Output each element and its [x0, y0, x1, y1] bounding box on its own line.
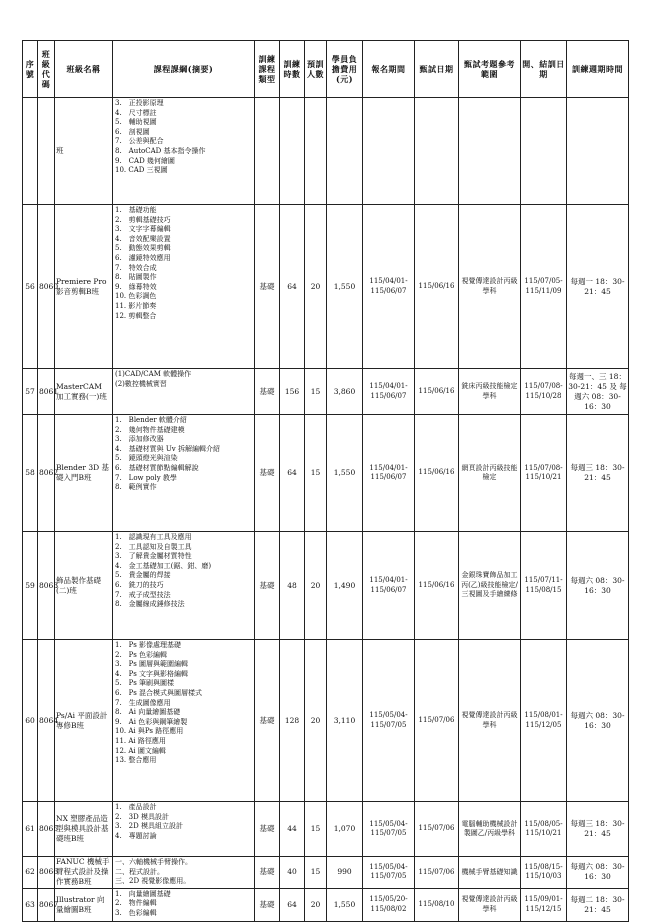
syllabus-item: 4. 音效配樂設置 — [115, 234, 171, 243]
row-people: 20 — [305, 532, 327, 640]
row-fee: 1,070 — [327, 802, 363, 857]
row-code: 8066 — [38, 857, 55, 889]
row-schedule: 每週三 18：30-21：45 — [567, 415, 629, 532]
row-exam-date: 115/06/16 — [415, 532, 459, 640]
row-schedule: 每週六 08：30-16：30 — [567, 532, 629, 640]
syllabus-item: 一、六軸機械手臂操作。 — [115, 858, 192, 866]
row-people: 15 — [305, 802, 327, 857]
syllabus-item: 3. 文字字幕編輯 — [115, 225, 171, 234]
row-signup: 115/05/04-115/07/05 — [363, 857, 415, 889]
syllabus-item: 5. 輔助視圖 — [115, 118, 157, 127]
row-class-name: MasterCAM 加工實務(一)班 — [55, 369, 113, 415]
row-period: 115/08/01-115/12/05 — [521, 640, 567, 802]
syllabus-item: 2. 工具認知及自製工具 — [115, 542, 192, 551]
row-people: 20 — [305, 205, 327, 369]
syllabus-item: 4. 基礎材質與 Uv 拆解編輯介紹 — [115, 444, 220, 453]
row-exam-scope: 視覺傳達設計丙級學科 — [459, 888, 521, 921]
syllabus-item: 5. 動態效果剪輯 — [115, 244, 171, 253]
syllabus-item: 1. 向量繪圖基礎 — [115, 889, 171, 898]
syllabus-item: 1. 產品設計 — [115, 803, 157, 811]
row-type: 基礎 — [255, 888, 280, 921]
header-seq: 序號 — [23, 41, 38, 98]
syllabus-item: 12. 剪輯整合 — [115, 311, 157, 320]
syllabus-item: (2)數控機械實習 — [115, 379, 167, 388]
row-class-name: Premiere Pro 影音剪輯B班 — [55, 205, 113, 369]
syllabus-item: 1. Ps 影像處理基礎 — [115, 641, 182, 649]
header-syllabus: 課程課綱(摘要) — [113, 41, 255, 98]
row-exam-scope: 網頁設計丙級技能檢定 — [459, 415, 521, 532]
syllabus-item: 3. 了解貴金屬材質特性 — [115, 552, 192, 561]
syllabus-item: 6. 濾鏡特效應用 — [115, 253, 171, 262]
row-signup: 115/04/01-115/06/07 — [363, 415, 415, 532]
row-syllabus — [113, 857, 255, 889]
row-schedule: 每週二 18：30-21：45 — [567, 888, 629, 921]
row-fee: 1,550 — [327, 205, 363, 369]
row-fee: 1,550 — [327, 888, 363, 921]
header-people: 預訓人數 — [305, 41, 327, 98]
syllabus-item: 5. Ps 筆刷與圖樣 — [115, 679, 175, 688]
row-hours: 64 — [280, 888, 305, 921]
row-fee — [327, 98, 363, 205]
row-period: 115/07/11-115/08/15 — [521, 532, 567, 640]
row-hours: 44 — [280, 802, 305, 857]
row-fee: 3,860 — [327, 369, 363, 415]
row-hours: 64 — [280, 415, 305, 532]
row-seq: 63 — [23, 888, 38, 921]
syllabus-item: 7. 特效合成 — [115, 263, 157, 272]
header-period: 開、結訓日期 — [521, 41, 567, 98]
row-class-name: Illustrator 向量繪圖B班 — [55, 888, 113, 921]
syllabus-item: 3. Ps 圖層與範圍編輯 — [115, 660, 189, 669]
header-hours: 訓練時數 — [280, 41, 305, 98]
table-row — [23, 415, 629, 532]
row-syllabus — [113, 415, 255, 532]
syllabus-item: 10. Ai 與Ps 路徑應用 — [115, 727, 184, 736]
table-row — [23, 888, 629, 921]
row-people: 20 — [305, 888, 327, 921]
table-row — [23, 857, 629, 889]
row-code: 8063 — [38, 532, 55, 640]
row-code: 8062 — [38, 415, 55, 532]
row-exam-scope: 電腦輔助機械設計製圖乙/丙級學科 — [459, 802, 521, 857]
row-class-name: 班 — [55, 98, 113, 205]
row-class-name: 飾品製作基礎(二)班 — [55, 532, 113, 640]
row-schedule: 每週一 18：30-21：45 — [567, 205, 629, 369]
row-people: 15 — [305, 369, 327, 415]
row-exam-scope: 視覺傳達設計丙級學科 — [459, 640, 521, 802]
row-period: 115/08/05-115/10/21 — [521, 802, 567, 857]
row-exam-scope — [459, 98, 521, 205]
row-type: 基礎 — [255, 369, 280, 415]
row-people: 20 — [305, 640, 327, 802]
row-type: 基礎 — [255, 640, 280, 802]
header-type: 訓練課程類型 — [255, 41, 280, 98]
row-type: 基礎 — [255, 415, 280, 532]
row-hours: 48 — [280, 532, 305, 640]
header-schedule: 訓練週期時間 — [567, 41, 629, 98]
header-exam-scope: 甄試考題參考範圍 — [459, 41, 521, 98]
syllabus-item: 3. 色彩編輯 — [115, 908, 157, 917]
row-exam-date: 115/08/10 — [415, 888, 459, 921]
row-code: 8067 — [38, 888, 55, 921]
row-code: 8065 — [38, 802, 55, 857]
row-fee: 1,490 — [327, 532, 363, 640]
syllabus-item: 2. 剪輯基礎技巧 — [115, 215, 171, 224]
row-class-name: NX 塑膠產品造型與模具設計基礎班B班 — [55, 802, 113, 857]
syllabus-item: 10. 色彩調色 — [115, 292, 157, 301]
row-seq: 61 — [23, 802, 38, 857]
table-row — [23, 205, 629, 369]
row-code — [38, 98, 55, 205]
syllabus-item: 4. 金工基礎加工(鋸、鉗、磨) — [115, 561, 212, 570]
row-period: 115/08/15-115/10/03 — [521, 857, 567, 889]
syllabus-item: 1. Blender 軟體介紹 — [115, 416, 187, 424]
syllabus-item: 三、2D 視覺影像應用。 — [115, 877, 191, 886]
syllabus-item: 7. 公差與配合 — [115, 137, 164, 146]
syllabus-item: 8. Ai 向量繪圖基礎 — [115, 708, 181, 717]
syllabus-item: 7. 戒子成型技法 — [115, 590, 171, 599]
row-exam-date: 115/06/16 — [415, 369, 459, 415]
table-row — [23, 369, 629, 415]
syllabus-item: 2. 3D 模具設計 — [115, 812, 169, 821]
table-body — [23, 98, 629, 922]
row-seq: 62 — [23, 857, 38, 889]
row-type: 基礎 — [255, 532, 280, 640]
course-table-sheet — [22, 40, 628, 922]
row-signup: 115/05/20-115/08/02 — [363, 888, 415, 921]
row-people: 15 — [305, 857, 327, 889]
syllabus-item: 5. 鏡頭燈光與渲染 — [115, 454, 178, 463]
row-syllabus — [113, 888, 255, 921]
row-syllabus — [113, 802, 255, 857]
syllabus-item: 12. Ai 圖文編輯 — [115, 746, 166, 755]
row-exam-scope: 視覺傳達設計丙級學科 — [459, 205, 521, 369]
row-seq: 60 — [23, 640, 38, 802]
row-period: 115/07/08-115/10/21 — [521, 415, 567, 532]
syllabus-item: 4. 尺寸標註 — [115, 108, 157, 117]
syllabus-item: 9. Ai 色彩與鋼筆繪製 — [115, 717, 188, 726]
row-exam-date: 115/06/16 — [415, 205, 459, 369]
syllabus-item: 10. CAD 三視圖 — [115, 166, 168, 175]
row-schedule — [567, 98, 629, 205]
row-hours — [280, 98, 305, 205]
syllabus-item: 11. 影片節奏 — [115, 301, 157, 310]
row-signup: 115/05/04-115/07/05 — [363, 640, 415, 802]
row-class-name: Blender 3D 基礎入門B班 — [55, 415, 113, 532]
row-hours: 40 — [280, 857, 305, 889]
syllabus-item: 5. 貴金屬的焊接 — [115, 571, 171, 580]
syllabus-item: 3. 正投影原理 — [115, 99, 164, 107]
syllabus-item: 3. 2D 模具組立設計 — [115, 822, 183, 831]
syllabus-item: 3. 添加修改器 — [115, 435, 164, 444]
row-syllabus — [113, 205, 255, 369]
row-code: 8060 — [38, 205, 55, 369]
row-signup: 115/04/01-115/06/07 — [363, 205, 415, 369]
table-row — [23, 802, 629, 857]
syllabus-item: 8. 貼圖製作 — [115, 273, 157, 282]
row-people — [305, 98, 327, 205]
header-row — [23, 41, 629, 98]
syllabus-item: 4. Ps 文字與影格編輯 — [115, 669, 189, 678]
row-syllabus — [113, 98, 255, 205]
row-type: 基礎 — [255, 205, 280, 369]
table-row — [23, 532, 629, 640]
syllabus-item: 2. 物件編輯 — [115, 899, 157, 908]
row-period: 115/07/08-115/10/28 — [521, 369, 567, 415]
header-code: 班級代碼 — [38, 41, 55, 98]
row-schedule: 每週六 08：30-16：30 — [567, 640, 629, 802]
row-signup — [363, 98, 415, 205]
row-exam-date: 115/06/16 — [415, 415, 459, 532]
row-seq: 59 — [23, 532, 38, 640]
syllabus-item: 4. 專題討論 — [115, 831, 157, 840]
row-seq: 56 — [23, 205, 38, 369]
row-exam-date: 115/07/06 — [415, 640, 459, 802]
row-hours: 64 — [280, 205, 305, 369]
row-hours: 156 — [280, 369, 305, 415]
row-fee: 990 — [327, 857, 363, 889]
syllabus-item: 8. 金屬線成錘修技法 — [115, 600, 185, 609]
row-class-name: FANUC 機械手臂程式設計及操作實務B班 — [55, 857, 113, 889]
row-schedule: 每週六 08：30-16：30 — [567, 857, 629, 889]
row-exam-date: 115/07/06 — [415, 802, 459, 857]
row-period: 115/09/01-115/12/15 — [521, 888, 567, 921]
row-syllabus — [113, 640, 255, 802]
table-row — [23, 640, 629, 802]
row-class-name: Ps/Ai 平面設計專修B班 — [55, 640, 113, 802]
syllabus-item: 2. Ps 色彩編輯 — [115, 650, 168, 659]
syllabus-item: 6. 基礎材質節點編輯解說 — [115, 463, 199, 472]
syllabus-item: 二、程式設計。 — [115, 867, 164, 876]
row-syllabus — [113, 369, 255, 415]
table-row — [23, 98, 629, 205]
syllabus-item: 6. Ps 混合模式與圖層樣式 — [115, 688, 203, 697]
syllabus-item: 6. 銑刀的技巧 — [115, 580, 164, 589]
row-signup: 115/04/01-115/06/07 — [363, 532, 415, 640]
row-period: 115/07/05-115/11/09 — [521, 205, 567, 369]
syllabus-item: 1. 認識現有工具及應用 — [115, 533, 192, 541]
row-schedule: 每週一、三 18：30-21：45 及 每週六 08：30-16：30 — [567, 369, 629, 415]
row-seq: 57 — [23, 369, 38, 415]
syllabus-item: 2. 幾何物件基礎建模 — [115, 425, 185, 434]
syllabus-item: 8. 範例實作 — [115, 483, 157, 492]
row-schedule: 每週三 18：30-21：45 — [567, 802, 629, 857]
row-type: 基礎 — [255, 802, 280, 857]
row-exam-scope: 金銀珠寶飾品加工丙(乙)級技能檢定/三視圖及手繪練條 — [459, 532, 521, 640]
row-exam-date: 115/07/06 — [415, 857, 459, 889]
row-signup: 115/05/04-115/07/05 — [363, 802, 415, 857]
row-exam-scope: 銑床丙級技能檢定學科 — [459, 369, 521, 415]
row-code: 8061 — [38, 369, 55, 415]
row-type — [255, 98, 280, 205]
syllabus-item: 6. 剖視圖 — [115, 127, 150, 136]
header-name: 班級名稱 — [55, 41, 113, 98]
row-period — [521, 98, 567, 205]
row-type: 基礎 — [255, 857, 280, 889]
syllabus-item: 7. 生成圖像應用 — [115, 698, 171, 707]
header-exam-date: 甄試日期 — [415, 41, 459, 98]
row-exam-date — [415, 98, 459, 205]
row-signup: 115/04/01-115/06/07 — [363, 369, 415, 415]
row-exam-scope: 機械手臂基礎知識 — [459, 857, 521, 889]
row-hours: 128 — [280, 640, 305, 802]
header-fee: 學員負擔費用(元) — [327, 41, 363, 98]
row-fee: 1,550 — [327, 415, 363, 532]
row-seq — [23, 98, 38, 205]
syllabus-item: 13. 整合應用 — [115, 756, 157, 765]
row-seq: 58 — [23, 415, 38, 532]
syllabus-item: (1)CAD/CAM 軟體操作 — [115, 370, 192, 378]
syllabus-item: 1. 基礎功能 — [115, 206, 157, 214]
syllabus-item: 9. CAD 幾何繪圖 — [115, 156, 175, 165]
syllabus-item: 8. AutoCAD 基本指令操作 — [115, 146, 206, 155]
syllabus-item: 11. Ai 路徑應用 — [115, 736, 166, 745]
row-people: 15 — [305, 415, 327, 532]
course-table — [22, 40, 629, 922]
row-fee: 3,110 — [327, 640, 363, 802]
row-syllabus — [113, 532, 255, 640]
header-signup: 報名期間 — [363, 41, 415, 98]
syllabus-item: 7. Low poly 教學 — [115, 473, 177, 482]
row-code: 8064 — [38, 640, 55, 802]
syllabus-item: 9. 綠幕特效 — [115, 282, 157, 291]
